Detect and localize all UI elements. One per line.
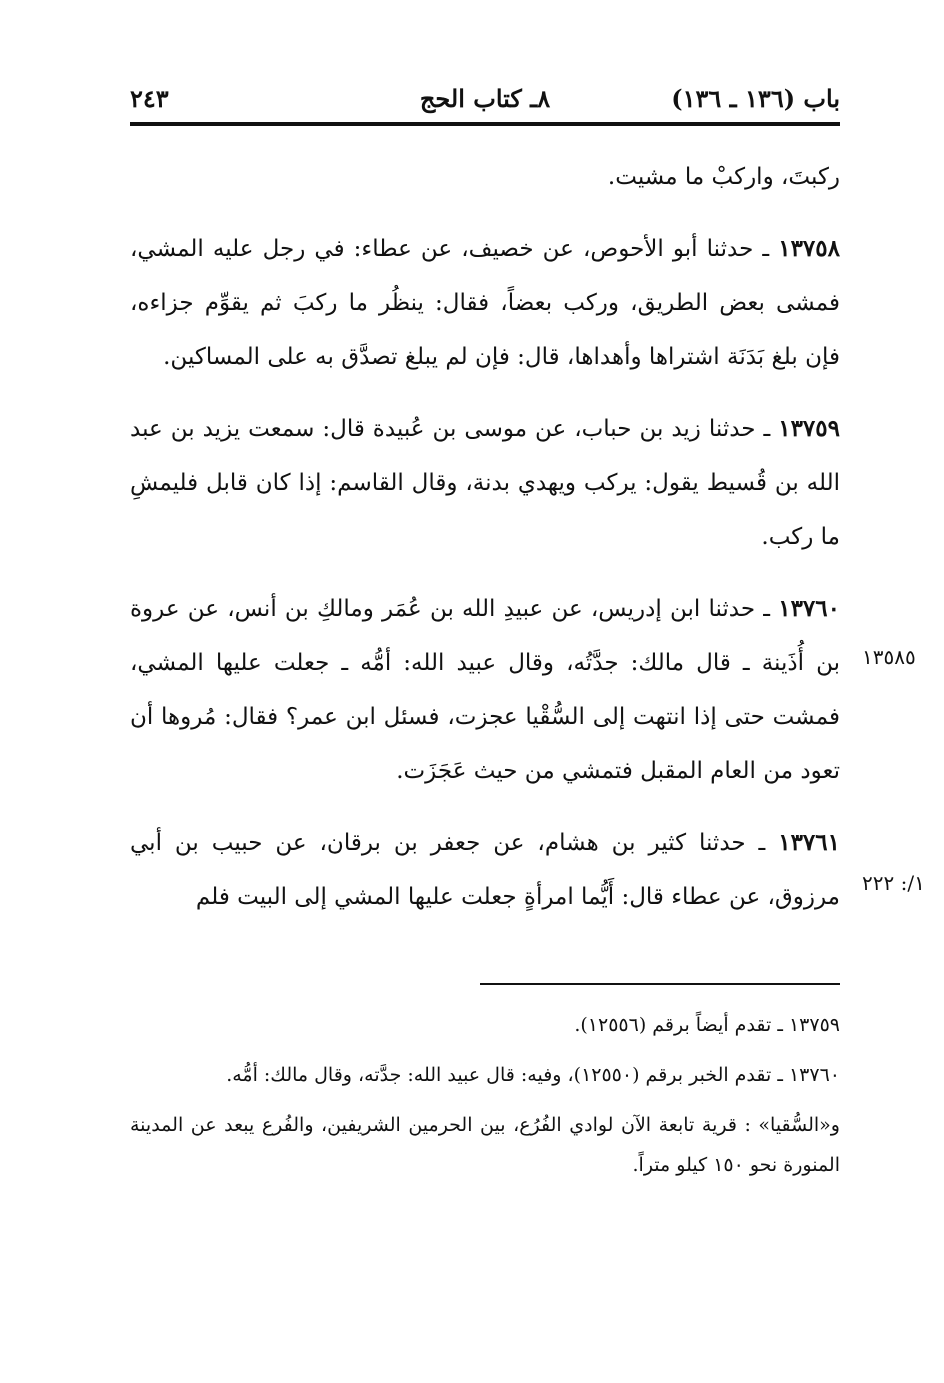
header-rule [130,122,840,126]
footnote: و«السُّقيا» : قرية تابعة الآن لوادي الفُرُع، بين الحرمين الشريفين، والفُرع يبعد عن المدينة المنورة نحو ١٥٠ كيلو متراً. [130,1114,840,1176]
footnote: ١٣٧٦٠ ـ تقدم الخبر برقم (١٢٥٥٠)، وفيه: قال عبيد الله: جدَّته، وقال مالك: أمُّه. [226,1064,840,1086]
margin-reference: ١٣٥٨٥ [862,645,916,669]
hadith-number: ١٣٧٦٠ [778,595,840,622]
main-text [130,150,840,942]
hadith-text: ـ حدثنا أبو الأحوص، عن خصيف، عن عطاء: في رجل عليه المشي، فمشى بعض الطريق، وركب بعضاً، فقال: ينظُر ما ركبَ ثم يقوِّم جزاءه، فإن بلغ بَدَنَة اشتراها وأهداها، قال: فإن لم يبلغ تصدَّق به على المساكين. [130,236,840,370]
hadith-number: ١٣٧٥٩ [778,415,840,442]
footnotes [130,1005,840,1195]
hadith-number: ١٣٧٥٨ [778,235,840,262]
hadith-paragraph [130,816,840,924]
hadith-text: ـ حدثنا زيد بن حباب، عن موسى بن عُبيدة قال: سمعت يزيد بن عبد الله بن قُسيط يقول: يركب ويهدي بدنة، وقال القاسم: إذا كان قابل فليمشِ ما ركب. [130,416,840,550]
intro-line: ركبتَ، واركبْ ما مشيت. [607,164,840,190]
footnote: ١٣٧٥٩ ـ تقدم أيضاً برقم (١٢٥٥٦). [574,1014,840,1036]
hadith-paragraph [130,402,840,564]
page-header [130,78,840,122]
hadith-paragraph [130,582,840,798]
page-number: ٢٤٣ [130,84,169,113]
chapter-range: باب (١٣٦ ـ ١٣٦) [671,84,840,113]
hadith-text: ـ حدثنا ابن إدريس، عن عبيدِ الله بن عُمَر ومالكِ بن أنس، عن عروة بن أُذَينة ـ قال مالك: جدَّتُه، وقال عبيد الله: أمُّه ـ جعلت عليها المشي، فمشت حتى إذا انتهت إلى السُّقْيا عجزت، فسئل ابن عمر؟ فقال: مُروها أن تعود من العام المقبل فتمشي من حيث عَجَزَت. [130,596,840,784]
hadith-paragraph [130,222,840,384]
book-title: ٨ـ كتاب الحج [419,84,551,113]
margin-reference: ١/: ٢٢٢ [862,871,925,895]
hadith-number: ١٣٧٦١ [778,829,840,856]
hadith-text: ـ حدثنا كثير بن هشام، عن جعفر بن برقان، عن حبيب بن أبي مرزوق، عن عطاء قال: أَيُّما امرأةٍ جعلت عليها المشي إلى البيت فلم [130,830,840,910]
footnote-rule [480,983,840,985]
